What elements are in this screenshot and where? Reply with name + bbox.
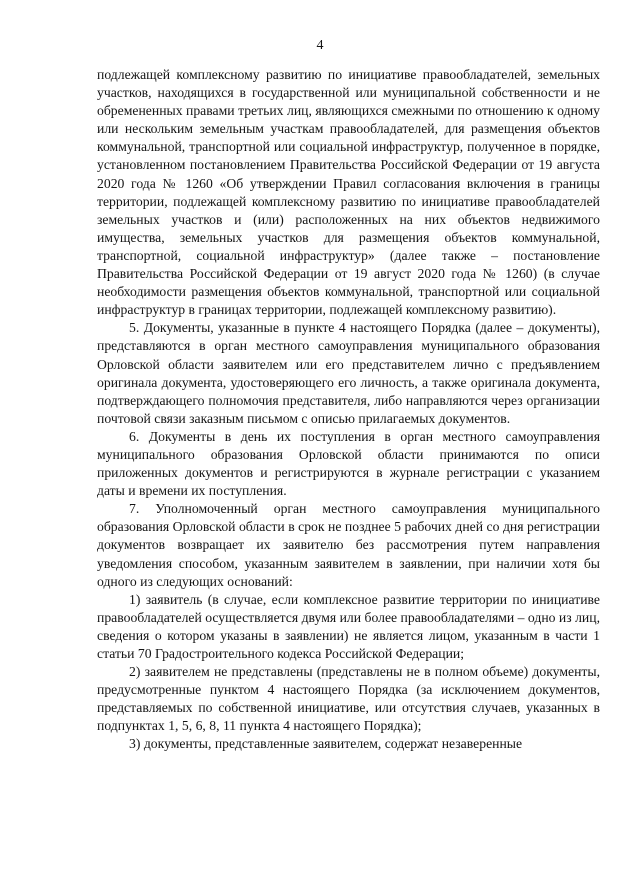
paragraph-item-7: 7. Уполномоченный орган местного самоуправления муниципального образования Орловской области в срок не позднее 5 рабочих дней со дня регистрации документов возвращает их заявителю без рассмотрения путем направления уведомления способом, указанным заявителем в заявлении, при наличии хотя бы одного из следующих оснований: [97, 501, 600, 589]
paragraph-item-6: 6. Документы в день их поступления в орган местного самоуправления муниципального образования Орловской области принимаются по описи приложенных документов и регистрируются в журнале регистрации с указанием даты и времени их поступления. [97, 428, 600, 499]
subparagraph-1: 1) заявитель (в случае, если комплексное развитие территории по инициативе правообладателей осуществляется двумя или более правообладателями – одно из лиц, сведения о котором указаны в заявлении) не является лицом, указанным в части 1 статьи 70 Градостроительного кодекса Российской Федерации; [97, 591, 600, 661]
paragraph-item-5: 5. Документы, указанные в пункте 4 настоящего Порядка (далее – документы), представляются в орган местного самоуправления муниципального образования Орловской области заявителем или его представителем лично с предъявлением оригинала документа, удостоверяющего его личность, а также оригинала документа, подтверждающего полномочия представителя, либо направляются через организации почтовой связи заказным письмом с описью прилагаемых документов. [97, 320, 600, 426]
paragraph-continuation: подлежащей комплексному развитию по инициативе правообладателей, земельных участков, находящихся в государственной или муниципальной собственности и не обремененных правами третьих лиц, являющихся смежными по отношению к одному или нескольким земельным участкам правообладателей, для размещения объектов коммунальной, транспортной или социальной инфраструктур, полученное в порядке, установленном постановлением Правительства Российской Федерации от 19 августа 2020 года № 1260 «Об утверждении Правил согласования включения в границы территории, подлежащей комплексному развитию по инициативе правообладателей земельных участков и (или) расположенных на них объектов недвижимого имущества, земельных участков для размещения объектов коммунальной, транспортной, социальной инфраструктур» (далее также – постановление Правительства Российской Федерации от 19 август 2020 года № 1260) (в случае необходимости размещения объектов коммунальной, транспортной или социальной инфраструктур в границах территории, подлежащей комплексному развитию). [97, 67, 600, 318]
document-body [97, 66, 600, 754]
subparagraph-3: 3) документы, представленные заявителем, содержат незаверенные [129, 736, 523, 752]
page-number: 4 [316, 38, 324, 53]
subparagraph-2: 2) заявителем не представлены (представлены не в полном объеме) документы, предусмотренные пунктом 4 настоящего Порядка (за исключением документов, представляемых по собственной инициативе, или отсутствия случаев, указанных в подпунктах 1, 5, 6, 8, 11 пункта 4 настоящего Порядка); [97, 664, 600, 734]
